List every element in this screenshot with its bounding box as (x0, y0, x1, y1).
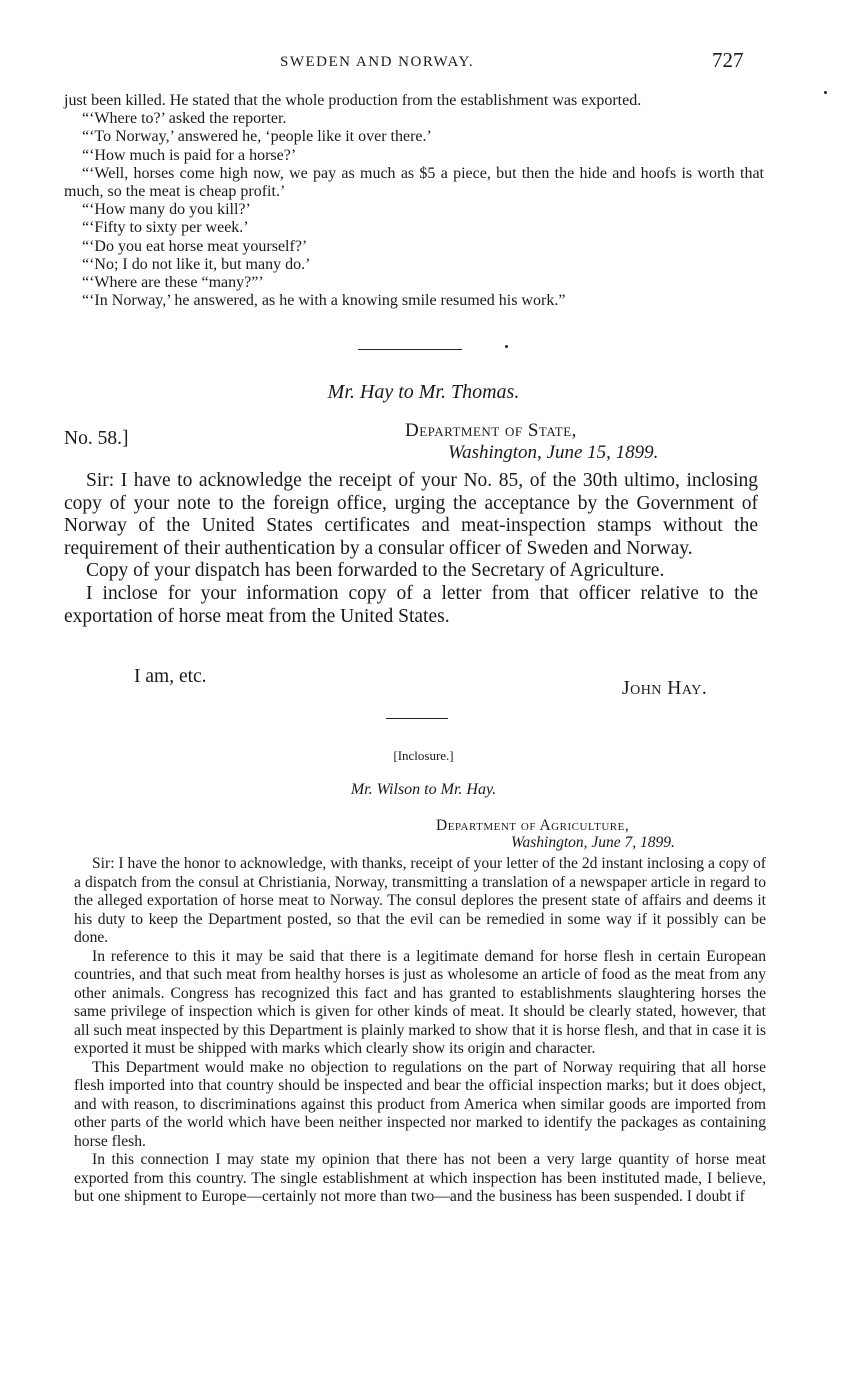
interview-line: “‘Do you eat horse meat yourself?’ (82, 237, 308, 255)
letter-signature: John Hay. (622, 678, 708, 699)
running-title: SWEDEN AND NORWAY. (280, 54, 475, 70)
section-divider (358, 349, 462, 350)
inclosure-paragraph: Sir: I have the honor to acknowledge, with thanks, receipt of your letter of the 2d instant inclosing a copy of a dispatch from the consul at Christiania, Norway, transmitting a translation of a newspaper article in regard to the alleged exportation of horse meat to Norway. The consul deplores the present state of affairs and deems it his duty to keep the Department posted, so that the evil can be remedied in some way if it possibly can be done. (74, 855, 766, 946)
inclosure-place-date: Washington, June 7, 1899. (511, 834, 675, 851)
interview-line: “‘How much is paid for a horse?’ (82, 146, 297, 164)
letter-closing: I am, etc. (134, 666, 207, 687)
inclosure-paragraph: In this connection I may state my opinion that there has not been a very large quantity of horse meat exported from this country. The single establishment at which inspection has been instituted made, I believe, but one shipment to Europe—certainly not more than two—and the business has been suspended. I doubt if (74, 1151, 766, 1205)
inclosure-heading: Mr. Wilson to Mr. Hay. (350, 781, 497, 798)
letter-heading: Mr. Hay to Mr. Thomas. (327, 381, 520, 403)
letter-number: No. 58.] (64, 428, 129, 449)
interview-line: “‘To Norway,’ answered he, ‘people like it over there.’ (82, 128, 432, 146)
letter-place-date: Washington, June 15, 1899. (448, 442, 659, 463)
sender-department: Department of State, (405, 420, 577, 441)
inclosure-body (74, 855, 766, 1207)
inclosure-paragraph: This Department would make no objection to regulations on the part of Norway requiring that all horse flesh imported into that country should be inspected and bear the official inspection marks; but it does object, and with reason, to discriminations against this product from America when similar goods are imported from other parts of the world which have been neither inspected nor marked to identify the packages as containing horse flesh. (74, 1058, 766, 1150)
letter-paragraph: Sir: I have to acknowledge the receipt of your No. 85, of the 30th ultimo, inclosing copy of your note to the foreign office, urging the acceptance by the Government of Norway of the United States certificates and meat-inspection stamps without the requirement of their authentication by a consular officer of Sweden and Norway. (64, 470, 758, 559)
letter-paragraph: I inclose for your information copy of a letter from that officer relative to the exportation of horse meat from the United States. (64, 582, 758, 627)
ink-speck (505, 345, 508, 348)
inclosure-department: Department of Agriculture, (436, 817, 630, 834)
interview-excerpt (64, 92, 764, 310)
interview-line: “‘How many do you kill?’ (82, 201, 251, 219)
interview-line: “‘Where to?’ asked the reporter. (82, 110, 287, 128)
page-number: 727 (712, 48, 744, 72)
interview-line: “‘No; I do not like it, but many do.’ (82, 255, 311, 273)
interview-line: “‘Fifty to sixty per week.’ (82, 219, 249, 237)
inclosure-label: [Inclosure.] (393, 748, 454, 763)
ink-speck (824, 91, 827, 94)
interview-line: “‘Where are these “many?”’ (82, 274, 264, 292)
letter-paragraph: Copy of your dispatch has been forwarded to the Secretary of Agriculture. (86, 560, 665, 582)
interview-line: “‘In Norway,’ he answered, as he with a knowing smile resumed his work.” (82, 292, 566, 310)
interview-line: just been killed. He stated that the whole production from the establishment was exported. (64, 92, 642, 109)
letter-body (64, 470, 758, 628)
interview-line: “‘Well, horses come high now, we pay as much as $5 a piece, but then the hide and hoofs is worth that much, so the meat is cheap profit.’ (64, 164, 764, 201)
inclosure-paragraph: In reference to this it may be said that there is a legitimate demand for horse flesh in certain European countries, and that such meat from healthy horses is just as wholesome an article of food as the meat from any other animals. Congress has recognized this fact and has granted to establishments slaughtering horses the same privilege of inspection which is given for other kinds of meat. It should be clearly stated, however, that all such meat inspected by this Department is plainly marked to show that it is horse flesh, and that in case it is exported it must be shipped with marks which clearly show its origin and character. (74, 947, 766, 1057)
page-header (0, 48, 847, 78)
section-divider (386, 718, 448, 719)
